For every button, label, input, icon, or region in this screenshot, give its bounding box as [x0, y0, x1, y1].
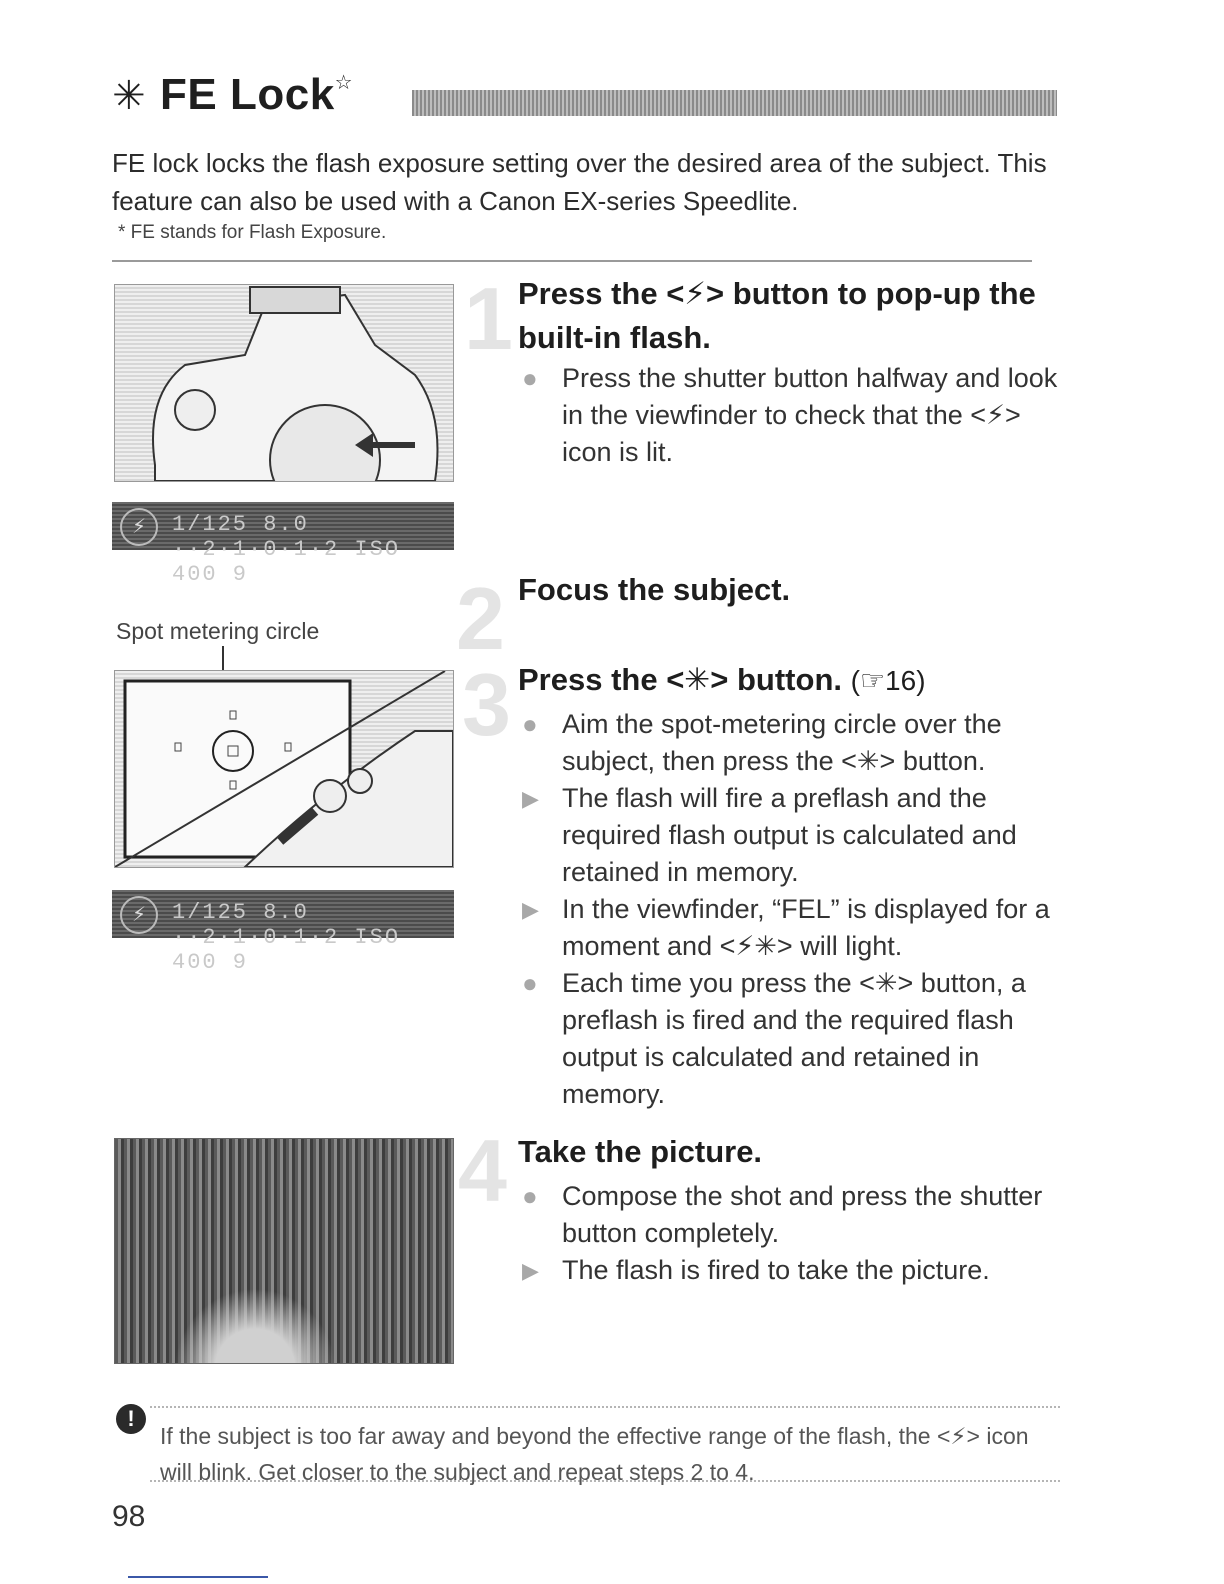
step-bullets — [518, 706, 1058, 1113]
footer-rule — [128, 1576, 268, 1578]
page-reference: (☞16) — [850, 665, 926, 696]
sample-photo — [114, 1138, 454, 1364]
list-item — [518, 965, 1058, 1113]
arrow-bullet-icon: ▶ — [522, 1258, 539, 1283]
bullet-dot-icon: ● — [522, 968, 538, 998]
bullet-text: In the viewfinder, “FEL” is displayed for a moment and <⚡✳> will light. — [562, 894, 1050, 961]
viewfinder-readout: 1/125 8.0 ··2·1·0·1·2 ISO 400 9 — [172, 512, 401, 587]
step-title: Take the picture. — [518, 1134, 763, 1169]
step-number: 2 — [456, 569, 505, 668]
viewfinder-display-2 — [112, 890, 454, 975]
bullet-text: The flash will fire a preflash and the required flash output is calculated and retained in memory. — [562, 783, 1017, 887]
camera-flash-illustration — [114, 284, 454, 482]
fel-indicator-icon: ⚡ — [120, 896, 158, 934]
viewfinder-spot-illustration — [114, 670, 454, 868]
step-bullets — [518, 360, 1058, 471]
flash-indicator-icon: ⚡ — [120, 508, 158, 546]
step-number: 4 — [458, 1121, 507, 1220]
caution-icon: ! — [116, 1404, 146, 1434]
bullet-text: Each time you press the <✳> button, a preflash is fired and the required flash output is calculated and retained in memory. — [562, 968, 1026, 1109]
step-title: Press the <⚡> button to pop-up the built-in flash. — [518, 276, 1036, 355]
arrow-bullet-icon: ▶ — [522, 897, 539, 922]
step-bullets — [518, 1178, 1058, 1289]
spot-metering-label: Spot metering circle — [116, 618, 320, 644]
step-title — [518, 658, 1058, 703]
bullet-dot-icon: ● — [522, 709, 538, 739]
page-title — [112, 70, 353, 120]
bullet-dot-icon: ● — [522, 1181, 538, 1211]
star-icon: ☆ — [334, 72, 354, 94]
viewfinder-readout: 1/125 8.0 ··2·1·0·1·2 ISO 400 9 — [172, 900, 401, 975]
bullet-dot-icon: ● — [522, 363, 538, 393]
step-title-text: Press the <✳> button. — [518, 662, 842, 697]
title-rule — [412, 90, 1057, 116]
step-number: 3 — [462, 655, 511, 754]
bullet-text: Compose the shot and press the shutter button completely. — [562, 1181, 1043, 1248]
viewfinder-display-1 — [112, 502, 454, 587]
intro-footnote: * FE stands for Flash Exposure. — [118, 222, 387, 243]
list-item — [518, 780, 1058, 891]
section-divider — [112, 260, 1032, 262]
bullet-text: Aim the spot-metering circle over the subject, then press the <✳> button. — [562, 709, 1002, 776]
intro-paragraph: FE lock locks the flash exposure setting over the desired area of the subject. This feature can also be used with a Canon EX-series Speedlite. — [112, 148, 1047, 216]
caution-text: If the subject is too far away and beyond the effective range of the flash, the <⚡> icon will blink. Get closer to the subject and repeat steps 2 to 4. — [160, 1423, 1029, 1485]
list-item — [518, 891, 1058, 965]
list-item — [518, 360, 1058, 471]
list-item — [518, 706, 1058, 780]
page-title-text: FE Lock — [160, 70, 335, 119]
bullet-text: Press the shutter button halfway and look in the viewfinder to check that the <⚡> icon is lit. — [562, 363, 1058, 467]
step-title: Focus the subject. — [518, 572, 791, 607]
step-number: 1 — [464, 269, 513, 368]
bullet-text: The flash is fired to take the picture. — [562, 1255, 990, 1285]
list-item — [518, 1178, 1058, 1252]
camera-drawing — [115, 285, 453, 481]
list-item — [518, 1252, 1058, 1289]
arrow-bullet-icon: ▶ — [522, 786, 539, 811]
page-number: 98 — [112, 1500, 146, 1533]
spot-metering-drawing — [115, 671, 453, 867]
fe-lock-icon: ✳ — [112, 74, 147, 118]
